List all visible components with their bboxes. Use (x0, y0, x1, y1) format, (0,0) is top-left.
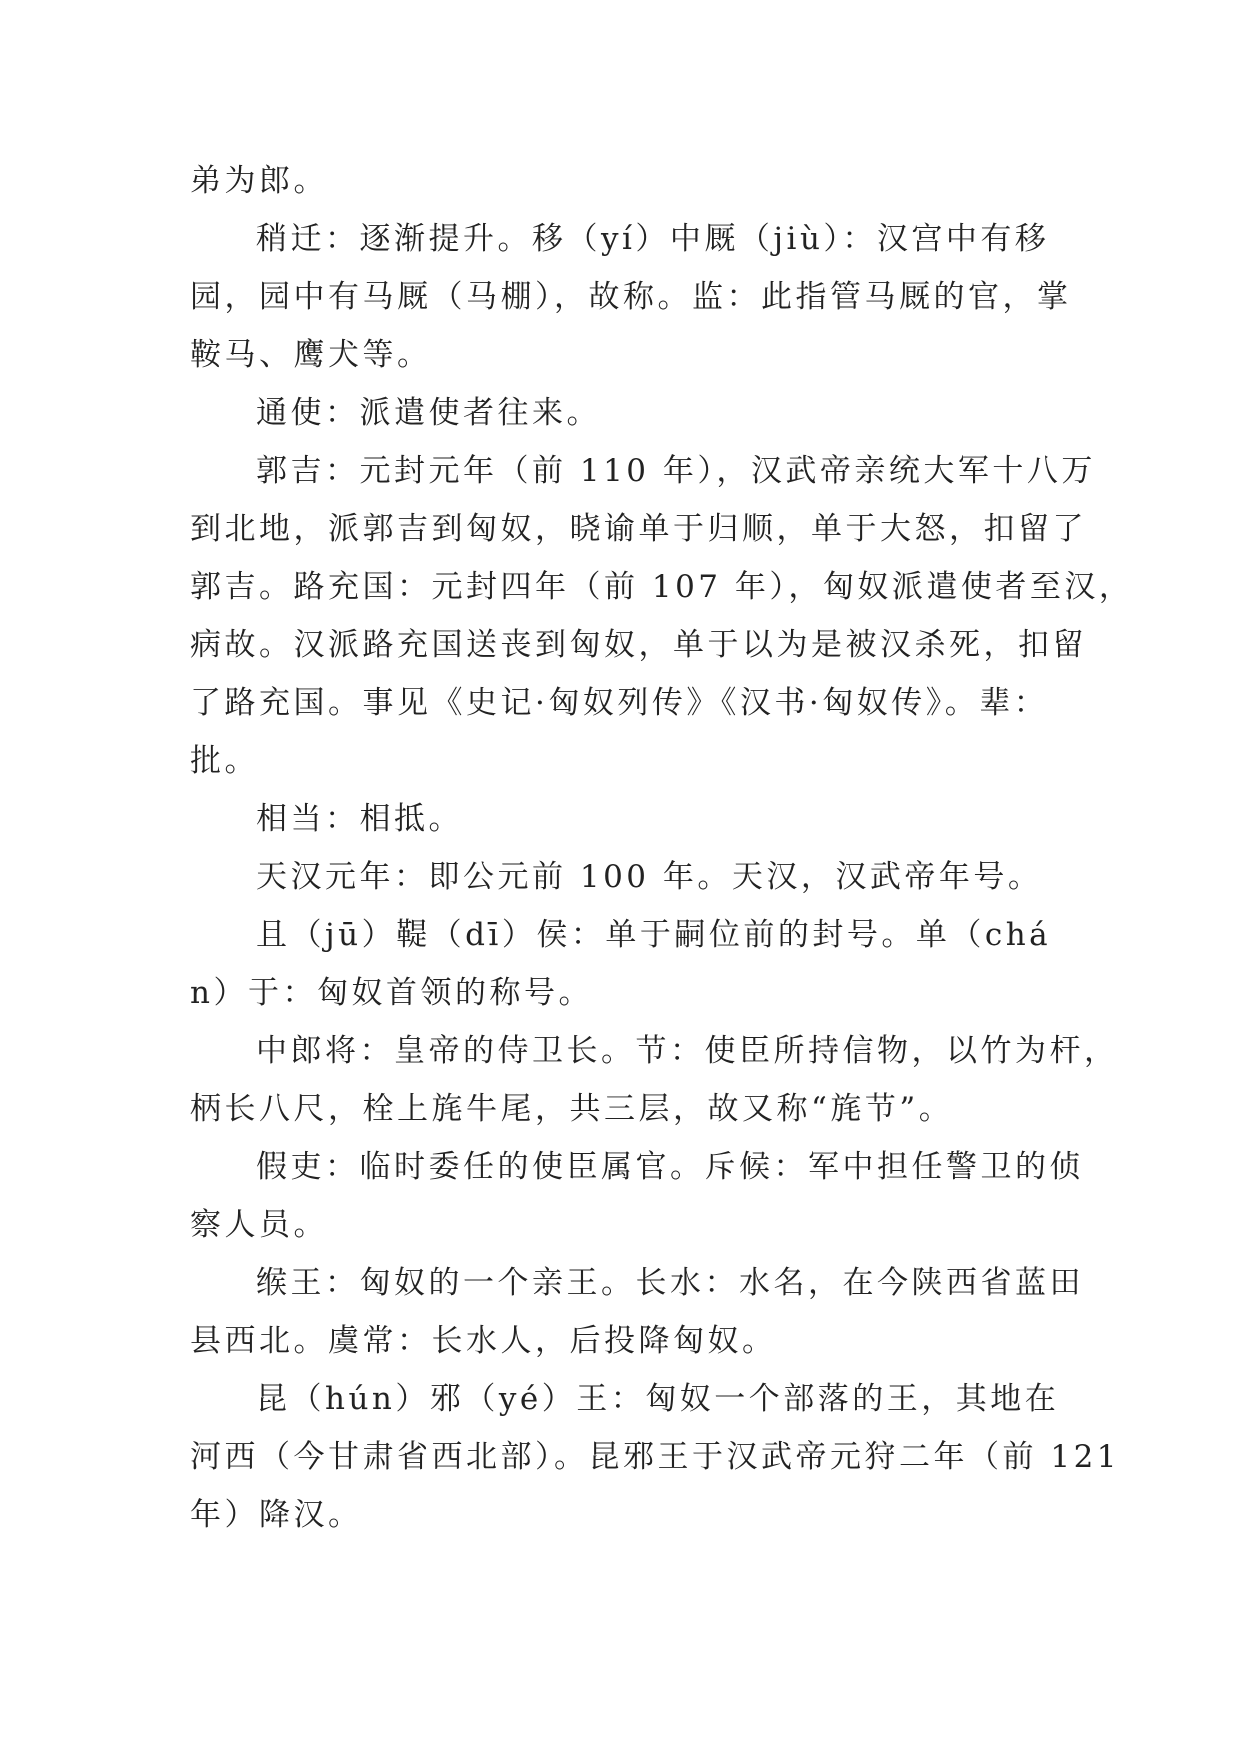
text-line: 到北地，派郭吉到匈奴，晓谕单于归顺，单于大怒，扣留了 (190, 511, 1087, 547)
text-line: 郭吉。路充国：元封四年（前 107 年），匈奴派遣使者至汉， (190, 569, 1134, 605)
text-line: n）于：匈奴首领的称号。 (190, 975, 593, 1011)
document-page (190, 152, 1134, 1544)
text-line: 察人员。 (190, 1207, 328, 1243)
text-line: 通使：派遣使者往来。 (256, 395, 601, 431)
text-line: 且（jū）鞮（dī）侯：单于嗣位前的封号。单（chá (256, 917, 1052, 953)
text-line: 病故。汉派路充国送丧到匈奴，单于以为是被汉杀死，扣留 (190, 627, 1087, 663)
text-line: 县西北。虞常：长水人，后投降匈奴。 (190, 1323, 777, 1359)
text-line: 天汉元年：即公元前 100 年。天汉，汉武帝年号。 (256, 859, 1043, 895)
text-line: 柄长八尺，栓上旄牛尾，共三层，故又称“旄节”。 (190, 1091, 954, 1127)
text-line: 园，园中有马厩（马棚），故称。监：此指管马厩的官，掌 (190, 279, 1072, 315)
text-line: 了路充国。事见《史记·匈奴列传》《汉书·匈奴传》。辈： (190, 685, 1049, 721)
text-line: 假吏：临时委任的使臣属官。斥候：军中担任警卫的侦 (256, 1149, 1084, 1185)
text-line: 鞍马、鹰犬等。 (190, 337, 432, 373)
text-line: 昆（hún）邪（yé）王：匈奴一个部落的王，其地在 (256, 1381, 1060, 1417)
text-line: 年）降汉。 (190, 1497, 363, 1533)
text-line: 弟为郎。 (190, 163, 328, 199)
text-line: 批。 (190, 743, 259, 779)
text-line: 郭吉：元封元年（前 110 年），汉武帝亲统大军十八万 (256, 453, 1096, 489)
text-line: 稍迁：逐渐提升。移（yí）中厩（jiù）：汉宫中有移 (256, 221, 1050, 257)
text-line: 相当：相抵。 (256, 801, 463, 837)
text-line: 缑王：匈奴的一个亲王。长水：水名，在今陕西省蓝田 (256, 1265, 1084, 1301)
text-line: 中郎将：皇帝的侍卫长。节：使臣所持信物，以竹为杆， (256, 1033, 1119, 1069)
text-line: 河西（今甘肃省西北部）。昆邪王于汉武帝元狩二年（前 121 (190, 1439, 1121, 1475)
